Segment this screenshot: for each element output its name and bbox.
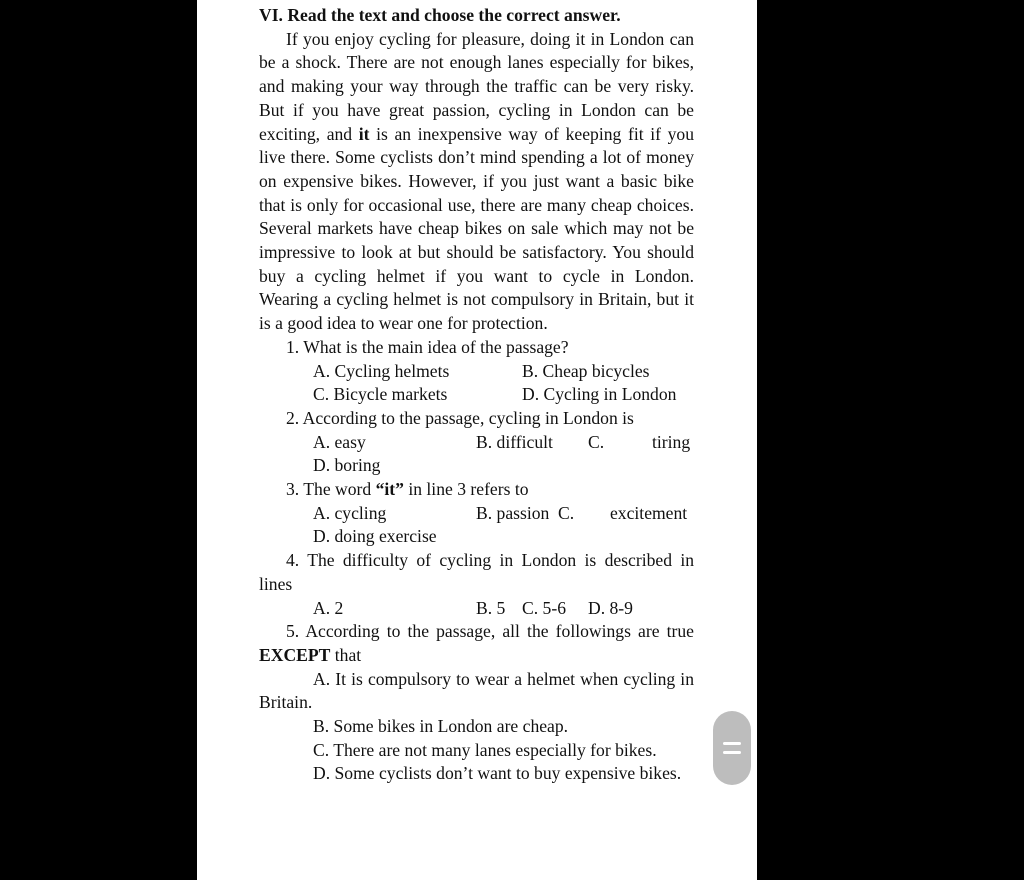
- question-4-option-b: B. 5: [476, 597, 506, 618]
- question-1-options-row-1: [259, 360, 694, 384]
- exercise-heading: VI. Read the text and choose the correct answer.: [259, 5, 621, 25]
- passage-bold-word: it: [358, 123, 370, 144]
- question-2-option-b: B. difficult: [476, 431, 553, 452]
- question-5-stem-pre: 5. According to the passage, all the followings are true: [286, 621, 694, 642]
- question-1-options-row-2: [259, 383, 694, 407]
- question-3-stem: [259, 478, 694, 502]
- drag-handle-bar-top: [723, 742, 741, 745]
- question-3-options-row-1: [259, 502, 694, 526]
- drag-handle-bar-bottom: [723, 751, 741, 754]
- question-5-stem-post: that: [330, 644, 362, 665]
- question-1-option-b: B. Cheap bicycles: [522, 360, 650, 381]
- question-2-option-a: A. easy: [313, 431, 366, 452]
- question-3-option-d: D. doing exercise: [313, 526, 437, 547]
- question-1-option-d: D. Cycling in London: [522, 384, 677, 405]
- question-4-option-d: D. 8-9: [588, 597, 633, 618]
- question-3-stem-post: in line 3 refers to: [403, 479, 529, 500]
- document-page: [197, 0, 757, 880]
- question-1-stem: 1. What is the main idea of the passage?: [286, 336, 569, 357]
- question-5-stem-bold: EXCEPT: [259, 644, 331, 665]
- question-3-option-c-letter: C.: [558, 502, 575, 523]
- question-3-option-c-text: excitement: [610, 502, 688, 523]
- question-4-stem: 4. The difficulty of cycling in London is described in lines: [259, 550, 694, 594]
- question-5-option-c: C. There are not many lanes especially for bikes.: [313, 739, 657, 760]
- question-1-option-c: C. Bicycle markets: [313, 384, 448, 405]
- document-text: [259, 4, 694, 786]
- question-4-option-a: A. 2: [313, 597, 344, 618]
- question-3-stem-bold: “it”: [375, 479, 404, 500]
- question-2-option-d: D. boring: [313, 455, 381, 476]
- passage-part-2: is an inexpensive way of keeping fit if you live there. Some cyclists don’t mind spending a lot of money on expensive bikes. However, if you just want a basic bike that is only for occasional use, there are many cheap choices. Several markets have cheap bikes on sale which may not be impressive to look at but should be satisfactory. You should buy a cycling helmet if you want to cycle in London. Wearing a cycling helmet is not compulsory in Britain, but it is a good idea to wear one for protection.: [259, 123, 694, 334]
- question-1-option-a: A. Cycling helmets: [313, 360, 450, 381]
- question-3-stem-pre: 3. The word: [286, 479, 376, 500]
- question-5-option-d: D. Some cyclists don’t want to buy expensive bikes.: [313, 763, 682, 784]
- question-2-options-row-1: [259, 431, 694, 455]
- question-5-stem: [259, 620, 694, 667]
- question-3-option-a: A. cycling: [313, 502, 387, 523]
- question-5-option-a: A. It is compulsory to wear a helmet when cycling in Britain.: [259, 668, 694, 713]
- question-2-option-c-text: tiring: [652, 431, 691, 452]
- drag-handle-icon[interactable]: [713, 711, 751, 785]
- question-4-option-c: C. 5-6: [522, 597, 566, 618]
- passage-part-1: If you enjoy cycling for pleasure, doing it in London can be a shock. There are not enough lanes especially for bikes, and making your way through the traffic can be very risky. But if you have great passion, cycling in London can be exciting, and: [259, 28, 694, 144]
- question-3-option-b: B. passion: [476, 502, 550, 523]
- reading-passage: [259, 28, 694, 336]
- question-2-stem: 2. According to the passage, cycling in London is: [286, 407, 634, 428]
- question-4-options-row: [259, 597, 694, 621]
- question-5-option-b: B. Some bikes in London are cheap.: [313, 716, 569, 737]
- question-2-option-c-letter: C.: [588, 431, 605, 452]
